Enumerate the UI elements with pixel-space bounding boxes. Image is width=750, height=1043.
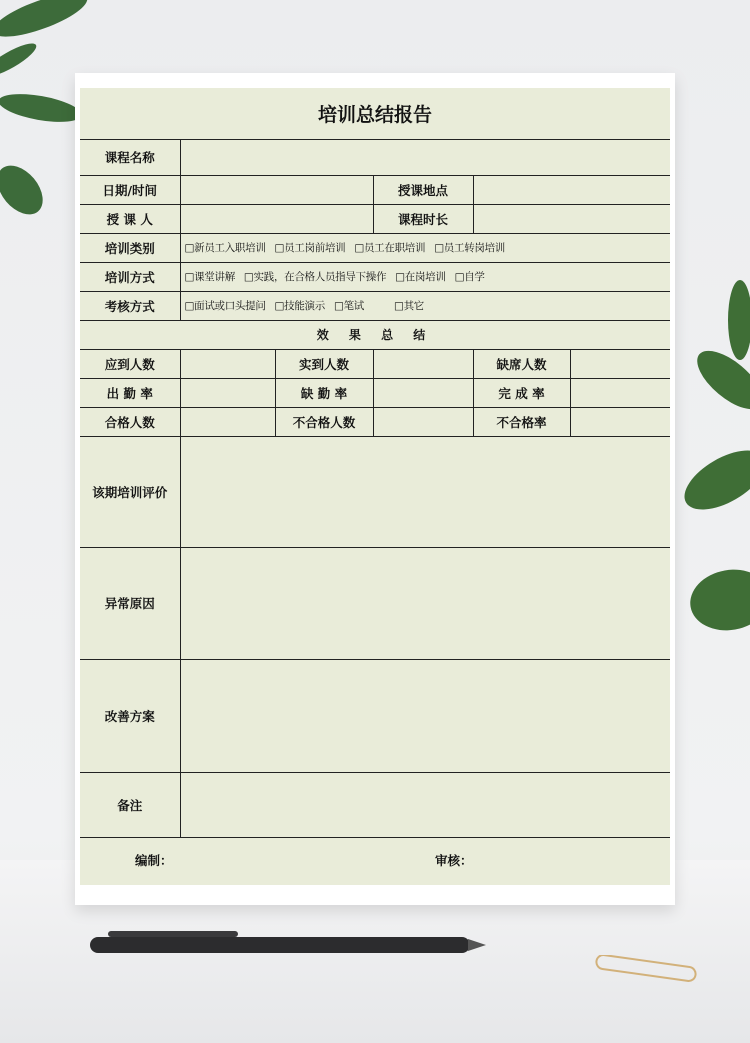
location-field[interactable] [473,175,670,204]
improve-field[interactable] [180,659,670,772]
label-datetime: 日期/时间 [80,175,180,204]
label-actual: 实到人数 [275,349,373,378]
field[interactable] [570,378,670,407]
evaluation-field[interactable] [180,436,670,547]
label-absence-rate: 缺 勤 率 [275,378,373,407]
abnormal-field[interactable] [180,547,670,659]
datetime-field[interactable] [180,175,373,204]
checkbox-option[interactable]: □在岗培训 [395,271,446,283]
checkbox-option[interactable]: □员工转岗培训 [434,242,506,254]
label-improve: 改善方案 [80,659,180,772]
label-absent: 缺席人数 [473,349,570,378]
training-report-form [80,88,670,885]
label-method: 培训方式 [80,262,180,291]
paperclip [592,955,702,985]
field[interactable] [180,407,275,436]
label-category: 培训类别 [80,233,180,262]
label-expected: 应到人数 [80,349,180,378]
trainer-field[interactable] [180,204,373,233]
method-options [180,262,670,291]
checkbox-option[interactable]: □其它 [393,300,425,312]
checkbox-option[interactable]: □技能演示 [274,300,325,312]
category-options [180,233,670,262]
checkbox-option[interactable]: □新员工入职培训 [184,242,266,254]
assessment-options [180,291,670,320]
label-notes: 备注 [80,772,180,837]
paper-sheet [75,73,675,905]
footer [80,838,670,883]
checkbox-option[interactable]: □笔试 [333,300,364,312]
checkbox-option[interactable]: □实践，在合格人员指导下操作 [243,271,387,283]
checkbox-option[interactable]: □员工岗前培训 [274,242,346,254]
notes-field[interactable] [180,772,670,837]
report-table [80,140,670,838]
label-unqualified: 不合格人数 [275,407,373,436]
label-trainer: 授 课 人 [80,204,180,233]
field[interactable] [180,378,275,407]
field[interactable] [180,349,275,378]
course-field[interactable] [180,140,670,175]
pen [88,925,488,965]
checkbox-option[interactable]: □课堂讲解 [184,271,235,283]
plant-right-leaves [670,280,750,700]
label-abnormal: 异常原因 [80,547,180,659]
label-qualified: 合格人数 [80,407,180,436]
editor-label: 编制： [135,853,173,868]
label-completion: 完 成 率 [473,378,570,407]
checkbox-option[interactable]: □员工在职培训 [354,242,426,254]
field[interactable] [373,407,473,436]
label-location: 授课地点 [373,175,473,204]
label-attendance: 出 勤 率 [80,378,180,407]
checkbox-option[interactable]: □自学 [454,271,485,283]
checkbox-option[interactable]: □面试或口头提问 [184,300,266,312]
label-course: 课程名称 [80,140,180,175]
reviewer-label: 审核： [435,853,473,868]
page-title: 培训总结报告 [80,88,670,140]
field[interactable] [570,349,670,378]
label-duration: 课程时长 [373,204,473,233]
section-heading: 效 果 总 结 [80,320,670,349]
label-unqualified-rate: 不合格率 [473,407,570,436]
label-evaluation: 该期培训评价 [80,436,180,547]
field[interactable] [373,349,473,378]
field[interactable] [570,407,670,436]
label-assessment: 考核方式 [80,291,180,320]
duration-field[interactable] [473,204,670,233]
field[interactable] [373,378,473,407]
